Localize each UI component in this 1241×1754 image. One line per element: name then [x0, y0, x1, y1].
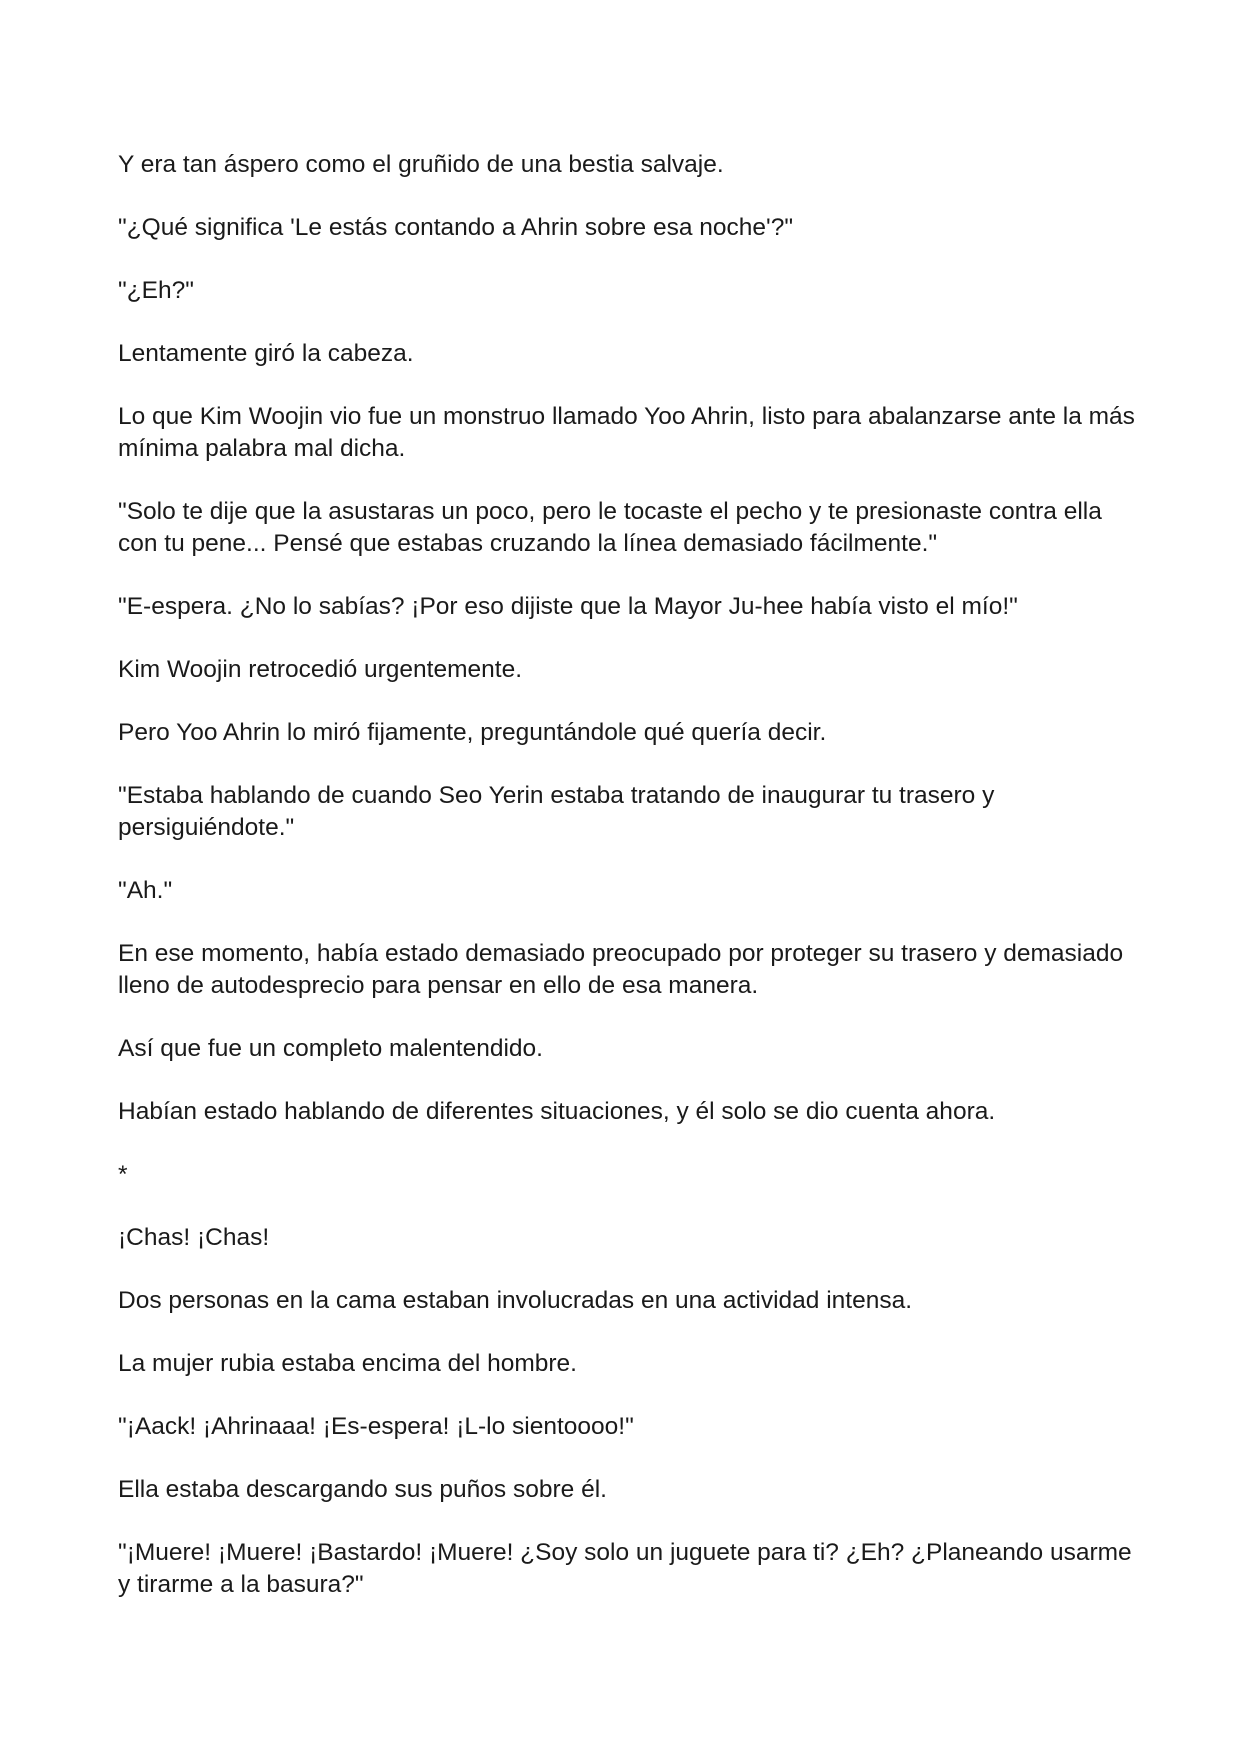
scene-break: *	[118, 1161, 128, 1188]
paragraph: Kim Woojin retrocedió urgentemente.	[118, 656, 522, 683]
paragraph: Pero Yoo Ahrin lo miró fijamente, preguntándole qué quería decir.	[118, 719, 827, 746]
paragraph: "Solo te dije que la asustaras un poco, pero le tocaste el pecho y te presionaste contra ella con tu pene... Pensé que estabas cruzando la línea demasiado fácilmente."	[118, 498, 1102, 557]
paragraph: La mujer rubia estaba encima del hombre.	[118, 1350, 577, 1377]
paragraph: Así que fue un completo malentendido.	[118, 1035, 543, 1062]
paragraph: ¡Chas! ¡Chas!	[118, 1224, 270, 1251]
paragraph: Dos personas en la cama estaban involucradas en una actividad intensa.	[118, 1287, 913, 1314]
document-body	[118, 149, 1138, 1632]
paragraph: En ese momento, había estado demasiado preocupado por proteger su trasero y demasiado lleno de autodesprecio para pensar en ello de esa manera.	[118, 940, 1124, 999]
paragraph: Habían estado hablando de diferentes situaciones, y él solo se dio cuenta ahora.	[118, 1098, 996, 1125]
paragraph: Ella estaba descargando sus puños sobre él.	[118, 1476, 607, 1503]
paragraph: Lentamente giró la cabeza.	[118, 340, 414, 367]
paragraph: "¡Muere! ¡Muere! ¡Bastardo! ¡Muere! ¿Soy solo un juguete para ti? ¿Eh? ¿Planeando usarme y tirarme a la basura?"	[118, 1539, 1132, 1598]
paragraph: Lo que Kim Woojin vio fue un monstruo llamado Yoo Ahrin, listo para abalanzarse ante la más mínima palabra mal dicha.	[118, 403, 1135, 462]
paragraph: "Ah."	[118, 877, 173, 904]
paragraph: "E-espera. ¿No lo sabías? ¡Por eso dijiste que la Mayor Ju-hee había visto el mío!"	[118, 593, 1018, 620]
paragraph: "¿Eh?"	[118, 277, 194, 304]
paragraph: "¿Qué significa 'Le estás contando a Ahrin sobre esa noche'?"	[118, 214, 794, 241]
paragraph: "¡Aack! ¡Ahrinaaa! ¡Es-espera! ¡L-lo sientoooo!"	[118, 1413, 634, 1440]
paragraph: Y era tan áspero como el gruñido de una bestia salvaje.	[118, 151, 724, 178]
paragraph: "Estaba hablando de cuando Seo Yerin estaba tratando de inaugurar tu trasero y persiguiéndote."	[118, 782, 995, 841]
